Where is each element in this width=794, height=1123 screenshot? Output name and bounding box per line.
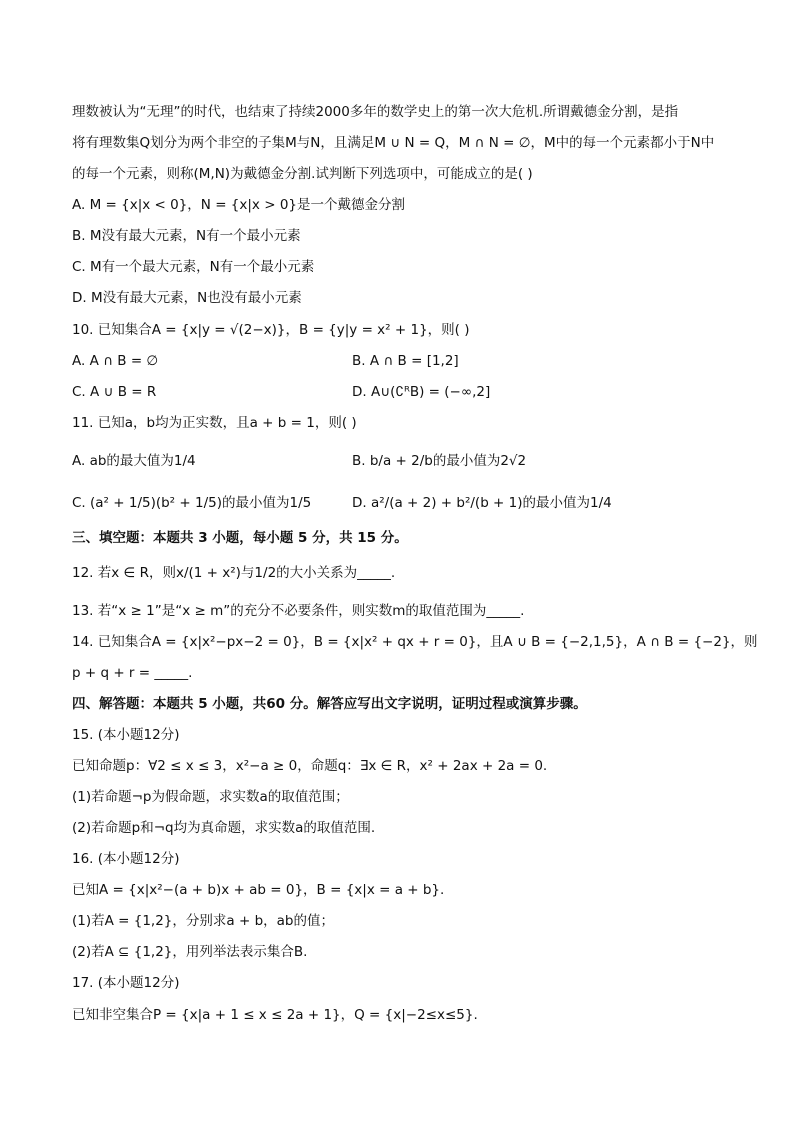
q9-intro-line-2: 将有理数集Q划分为两个非空的子集M与N，且满足M ∪ N = Q，M ∩ N = ∅，M中的每一个元素都小于N中 <box>72 135 715 151</box>
q15-part-2: (2)若命题p和¬q均为真命题，求实数a的取值范围. <box>72 820 376 836</box>
q13-stem: 13. 若“x ≥ 1”是“x ≥ m”的充分不必要条件，则实数m的取值范围为_____. <box>72 603 525 619</box>
q10-stem: 10. 已知集合A = {x|y = √(2−x)}，B = {y|y = x² + 1}，则( ) <box>72 322 470 338</box>
q9-option-c: C. M有一个最大元素，N有一个最小元素 <box>72 259 315 275</box>
q11-stem: 11. 已知a，b均为正实数，且a + b = 1，则( ) <box>72 415 357 431</box>
section-fill-in-heading: 三、填空题：本题共 3 小题，每小题 5 分，共 15 分。 <box>72 530 408 546</box>
q9-option-d: D. M没有最大元素，N也没有最小元素 <box>72 290 302 306</box>
q9-intro-line-3: 的每一个元素，则称(M,N)为戴德金分割.试判断下列选项中，可能成立的是( ) <box>72 166 533 182</box>
q11-option-c: C. (a² + 1/5)(b² + 1/5)的最小值为1/5 <box>72 495 312 511</box>
q11-option-a: A. ab的最大值为1/4 <box>72 453 196 469</box>
q15-stem: 已知命题p：∀2 ≤ x ≤ 3，x²−a ≥ 0，命题q：∃x ∈ R，x² + 2ax + 2a = 0. <box>72 758 548 774</box>
q15-heading: 15. (本小题12分) <box>72 727 180 743</box>
q9-intro-line-1: 理数被认为“无理”的时代，也结束了持续2000多年的数学史上的第一次大危机.所谓戴德金分割，是指 <box>72 104 679 120</box>
q10-option-a: A. A ∩ B = ∅ <box>72 353 159 369</box>
q14-line-2: p + q + r = _____. <box>72 665 193 681</box>
q16-heading: 16. (本小题12分) <box>72 851 180 867</box>
q17-heading: 17. (本小题12分) <box>72 975 180 991</box>
q16-part-1: (1)若A = {1,2}，分别求a + b，ab的值； <box>72 913 334 929</box>
q11-option-b: B. b/a + 2/b的最小值为2√2 <box>352 453 527 469</box>
q16-part-2: (2)若A ⊆ {1,2}，用列举法表示集合B. <box>72 944 308 960</box>
q10-option-b: B. A ∩ B = [1,2] <box>352 353 459 369</box>
q10-option-c: C. A ∪ B = R <box>72 384 157 400</box>
q17-stem: 已知非空集合P = {x|a + 1 ≤ x ≤ 2a + 1}，Q = {x|−2≤x≤5}. <box>72 1007 478 1023</box>
q14-line-1: 14. 已知集合A = {x|x²−px−2 = 0}，B = {x|x² + qx + r = 0}，且A ∪ B = {−2,1,5}，A ∩ B = {−2}，则 <box>72 634 758 650</box>
q16-stem: 已知A = {x|x²−(a + b)x + ab = 0}，B = {x|x = a + b}. <box>72 882 445 898</box>
q15-part-1: (1)若命题¬p为假命题，求实数a的取值范围； <box>72 789 349 805</box>
section-answer-heading: 四、解答题：本题共 5 小题，共60 分。解答应写出文字说明，证明过程或演算步骤。 <box>72 696 587 712</box>
q10-option-d: D. A∪(∁ᴿB) = (−∞,2] <box>352 384 491 400</box>
q9-option-a: A. M = {x|x < 0}，N = {x|x > 0}是一个戴德金分割 <box>72 197 405 213</box>
q12-stem: 12. 若x ∈ R，则x/(1 + x²)与1/2的大小关系为_____. <box>72 565 396 581</box>
q9-option-b: B. M没有最大元素，N有一个最小元素 <box>72 228 301 244</box>
q11-option-d: D. a²/(a + 2) + b²/(b + 1)的最小值为1/4 <box>352 495 612 511</box>
